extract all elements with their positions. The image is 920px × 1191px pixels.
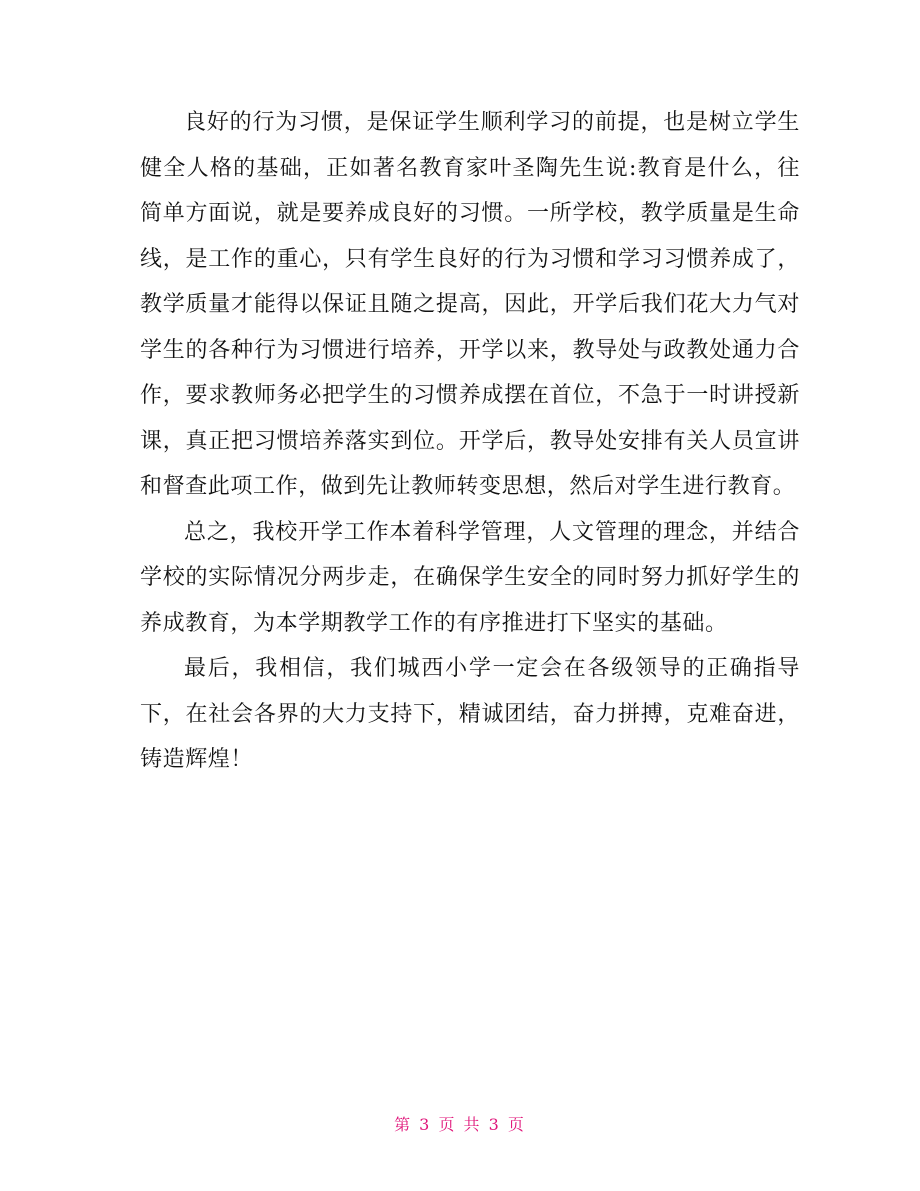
page-number-footer: 第 3 页 共 3 页 — [394, 1115, 526, 1134]
document-body — [140, 100, 800, 783]
paragraph-summary: 总之，我校开学工作本着科学管理，人文管理的理念，并结合学校的实际情况分两步走，在确保学生安全的同时努力抓好学生的养成教育，为本学期教学工作的有序推进打下坚实的基础。 — [140, 519, 800, 636]
paragraph-closing: 最后，我相信，我们城西小学一定会在各级领导的正确指导下，在社会各界的大力支持下，精诚团结，奋力拼搏，克难奋进，铸造辉煌！ — [140, 656, 800, 772]
paragraph-habits: 良好的行为习惯，是保证学生顺利学习的前提，也是树立学生健全人格的基础，正如著名教育家叶圣陶先生说:教育是什么，往简单方面说，就是要养成良好的习惯。一所学校，教学质量是生命线，是工作的重心，只有学生良好的行为习惯和学习习惯养成了，教学质量才能得以保证且随之提高，因此，开学后我们花大力气对学生的各种行为习惯进行培养，开学以来，教导处与政教处通力合作，要求教师务必把学生的习惯养成摆在首位，不急于一时讲授新课，真正把习惯培养落实到位。开学后，教导处安排有关人员宣讲和督查此项工作，做到先让教师转变思想，然后对学生进行教育。 — [140, 110, 800, 499]
